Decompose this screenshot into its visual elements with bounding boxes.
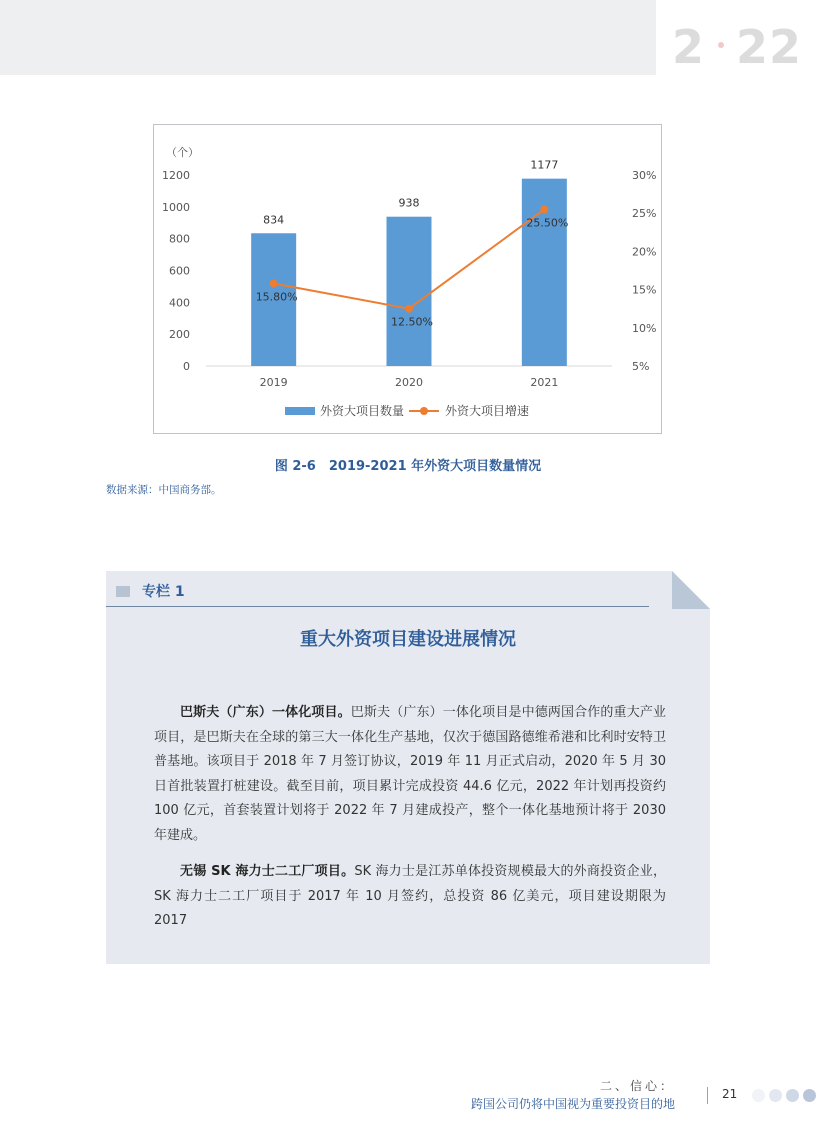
y-tick-label: 200 (169, 328, 190, 342)
x-tick-label: 2019 (259, 376, 288, 389)
y-tick-label: 800 (169, 232, 190, 246)
column-title: 重大外资项目建设进展情况 (300, 629, 516, 650)
growth-point (405, 305, 413, 313)
column-paragraph (154, 701, 666, 848)
year-badge-digits-left: 2 (672, 20, 706, 74)
year-badge-digits-right: 22 (736, 20, 803, 74)
line-data-label: 12.50% (391, 315, 433, 329)
dot-icon (769, 1089, 782, 1102)
footer-dots-icon (752, 1089, 816, 1102)
legend-entry: 外资大项目数量 (320, 404, 405, 418)
page-number: 21 (722, 1087, 738, 1101)
y-tick-label: 600 (169, 264, 190, 278)
y-tick-label: 1000 (162, 200, 190, 214)
column-panel (106, 571, 710, 964)
line-data-label: 25.50% (526, 216, 569, 230)
figure-caption: 图 2-6 2019-2021 年外资大项目数量情况 (274, 459, 542, 474)
legend-bar-swatch (285, 407, 315, 415)
y-tick-label: 400 (169, 296, 190, 310)
header-band (0, 0, 656, 75)
line-data-label: 15.80% (255, 290, 298, 304)
paragraph-lead: 巴斯夫（广东）一体化项目。 (180, 705, 351, 720)
growth-point (540, 205, 548, 213)
bar-data-label: 1177 (530, 158, 559, 172)
y2-tick-label: 15% (632, 283, 657, 297)
y-axis-unit: （个） (166, 146, 199, 159)
x-tick-label: 2020 (395, 376, 423, 389)
y-tick-label: 1200 (162, 169, 190, 182)
column-label: 专栏 1 (142, 584, 185, 600)
bar (387, 217, 432, 366)
footer-divider (707, 1087, 708, 1104)
footer-section (471, 1077, 675, 1113)
bar-data-label: 938 (398, 196, 420, 210)
footer-subtitle: 跨国公司仍将中国视为重要投资目的地 (470, 1097, 675, 1111)
y2-tick-label: 30% (632, 169, 657, 182)
chart-frame (153, 124, 662, 434)
legend-line-marker (420, 407, 428, 415)
corner-fold-icon (672, 571, 710, 609)
column-header (116, 581, 185, 601)
bar-data-label: 834 (263, 213, 285, 227)
y2-tick-label: 25% (632, 207, 657, 221)
year-badge-zero-icon (708, 34, 734, 60)
y2-tick-label: 10% (632, 321, 657, 335)
dot-icon (752, 1089, 765, 1102)
x-tick-label: 2021 (530, 376, 559, 389)
paragraph-text: SK 海力士是江苏单体投资规模最大的外商投资企业，SK 海力士二工厂项目于 2017 年 10 月签约，总投资 86 亿美元，项目建设期限为 2017 (154, 864, 666, 928)
column-square-icon (116, 586, 130, 597)
dot-icon (803, 1089, 816, 1102)
y2-tick-label: 20% (632, 245, 657, 259)
paragraph-lead: 无锡 SK 海力士二工厂项目。 (180, 864, 355, 879)
bar-line-chart (154, 125, 663, 435)
paragraph-text: 巴斯夫（广东）一体化项目是中德两国合作的重大产业项目，是巴斯夫在全球的第三大一体化生产基地，仅次于德国路德维希港和比利时安特卫普基地。该项目于 2018 年 7 月签订协议，2019 年 11 月正式启动，2020 年 5 月 30 日首批装置打桩建设。截至目前，项目累计完成投资 44.6 亿元，2022 年计划再投资约 100 亿元，首套装置计划将于 2022 年 7 月建成投产，整个一体化基地预计将于 2030 年建成。 (154, 705, 666, 843)
footer-section-label: 二、信心： (599, 1079, 675, 1093)
y2-tick-label: 5% (632, 360, 650, 373)
column-divider (106, 606, 649, 607)
year-badge (672, 22, 802, 72)
growth-point (270, 279, 278, 287)
y-tick-label: 0 (183, 360, 190, 373)
dot-icon (786, 1089, 799, 1102)
column-body (154, 701, 666, 946)
legend-entry: 外资大项目增速 (445, 404, 530, 418)
column-paragraph (154, 860, 666, 934)
figure-source: 数据来源：中国商务部。 (106, 484, 222, 496)
